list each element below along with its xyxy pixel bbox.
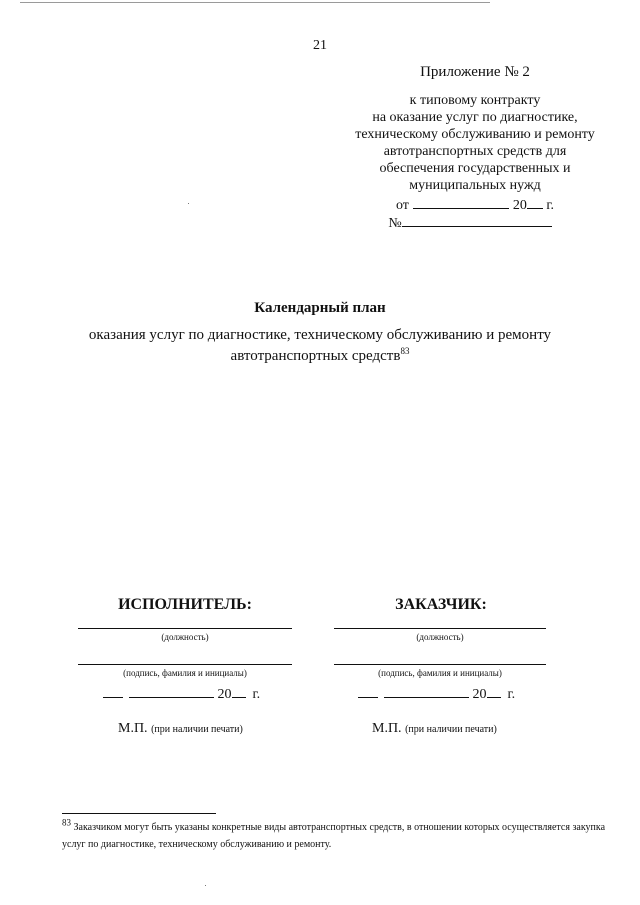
date-fill-line	[413, 196, 509, 209]
appendix-title: Приложение № 2	[420, 64, 530, 80]
customer-date-suffix: г.	[507, 687, 516, 702]
date-day-line	[103, 685, 123, 698]
date-month-line	[129, 685, 214, 698]
contractor-heading: ИСПОЛНИТЕЛЬ:	[118, 596, 252, 613]
seal-label: М.П.	[118, 721, 148, 736]
date-day-line	[358, 685, 378, 698]
number-label: №	[388, 216, 402, 231]
customer-position-line	[334, 628, 546, 629]
customer-signature-line	[334, 664, 546, 665]
contract-date-row	[330, 196, 620, 214]
number-fill-line	[402, 214, 552, 227]
seal-note: (при наличии печати)	[405, 724, 497, 735]
subtitle-line-2-text: автотранспортных средств	[230, 348, 401, 364]
contractor-date-row	[103, 685, 260, 703]
customer-seal	[372, 721, 497, 737]
customer-position-caption: (должность)	[416, 632, 464, 642]
customer-heading: ЗАКАЗЧИК:	[395, 596, 487, 613]
footnote-text: Заказчиком могут быть указаны конкретные виды автотранспортных средств, в отношении которых осуществляется закупка услуг по диагностике, техническому обслуживанию и ремонту.	[62, 822, 606, 850]
contractor-signature-line	[78, 664, 292, 665]
date-month-line	[384, 685, 469, 698]
scan-speck	[205, 885, 206, 886]
customer-date-row	[358, 685, 515, 703]
contractor-seal	[118, 721, 243, 737]
scan-speck	[188, 203, 189, 204]
seal-note: (при наличии печати)	[151, 724, 243, 735]
footnote	[62, 819, 622, 853]
contract-number-row	[320, 214, 620, 232]
date-year-line	[487, 685, 501, 698]
document-subtitle	[70, 325, 570, 367]
contractor-signature-caption: (подпись, фамилия и инициалы)	[123, 668, 247, 678]
contractor-position-caption: (должность)	[161, 632, 209, 642]
appendix-line: автотранспортных средств для	[383, 144, 567, 159]
scan-top-edge-line	[20, 2, 490, 3]
appendix-reference	[330, 92, 620, 232]
contractor-position-line	[78, 628, 292, 629]
subtitle-line-1: оказания услуг по диагностике, техническому обслуживанию и ремонту	[88, 327, 552, 343]
year-fill-line	[527, 196, 543, 209]
footnote-separator	[62, 813, 216, 814]
date-suffix: г.	[546, 198, 555, 213]
date-prefix: от	[395, 198, 409, 213]
footnote-reference: 83	[400, 346, 410, 356]
date-year-line	[232, 685, 246, 698]
customer-date-year: 20	[472, 687, 487, 702]
footnote-number: 83	[62, 817, 71, 828]
appendix-line: муниципальных нужд	[409, 178, 541, 193]
subtitle-line-2	[70, 346, 570, 367]
appendix-line: на оказание услуг по диагностике,	[372, 110, 578, 125]
page-number: 21	[313, 38, 327, 53]
document-title: Календарный план	[254, 300, 386, 316]
customer-signature-caption: (подпись, фамилия и инициалы)	[378, 668, 502, 678]
date-year: 20	[512, 198, 527, 213]
contractor-date-suffix: г.	[252, 687, 261, 702]
seal-label: М.П.	[372, 721, 402, 736]
contractor-date-year: 20	[217, 687, 232, 702]
appendix-line: к типовому контракту	[409, 93, 541, 108]
appendix-line: обеспечения государственных и	[379, 161, 571, 176]
appendix-line: техническому обслуживанию и ремонту	[355, 127, 595, 142]
